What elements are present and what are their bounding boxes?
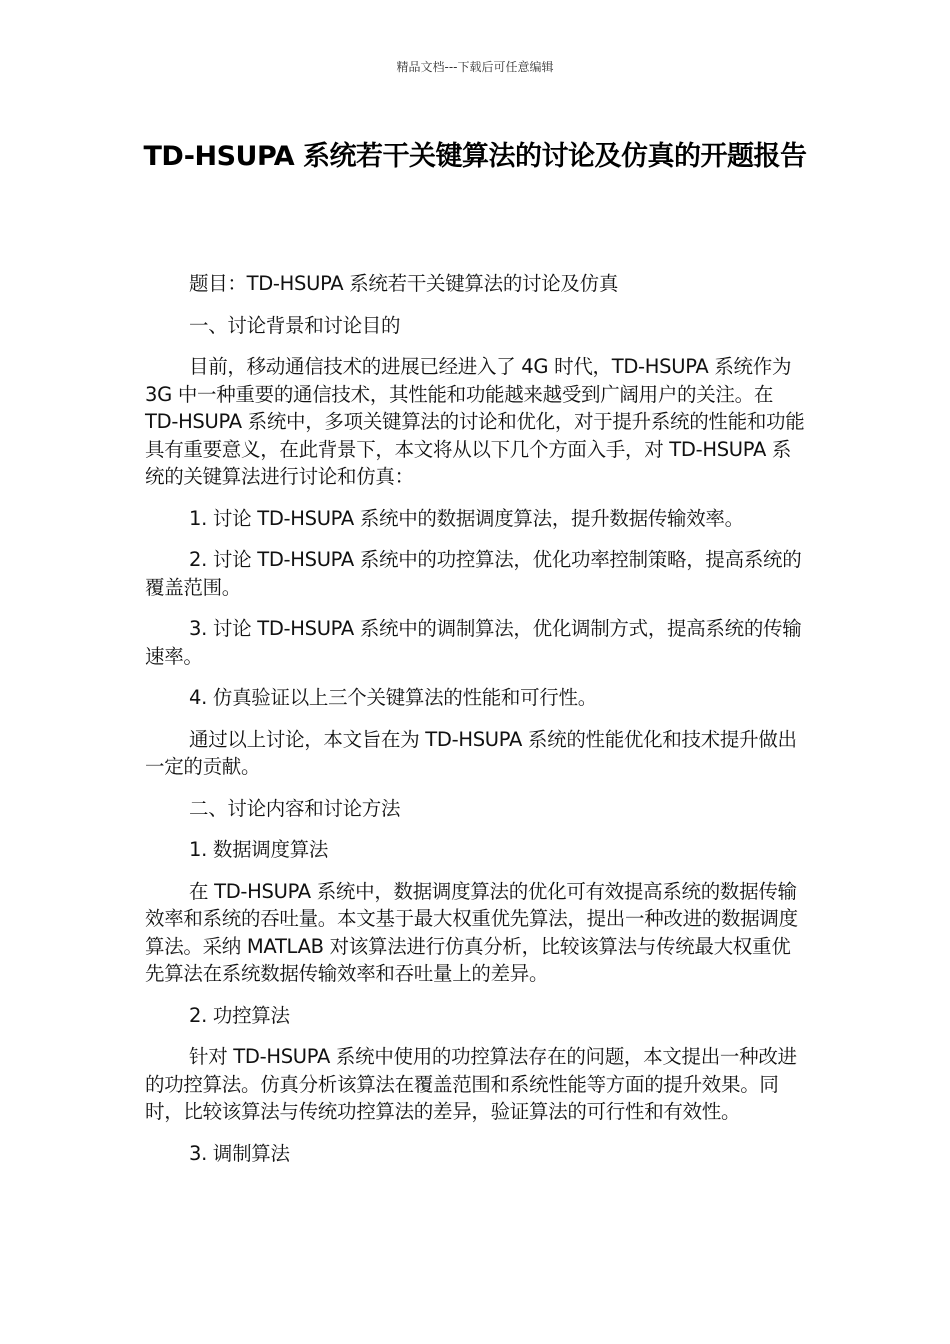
section-heading: 二、讨论内容和讨论方法 xyxy=(189,796,401,820)
subsection-heading: 1. 数据调度算法 xyxy=(189,838,329,861)
section-heading: 一、讨论背景和讨论目的 xyxy=(189,313,401,337)
list-item: 1. 讨论 TD-HSUPA 系统中的数据调度算法，提升数据传输效率。 xyxy=(189,506,744,530)
subsection-heading: 3. 调制算法 xyxy=(189,1141,290,1165)
list-item: 4. 仿真验证以上三个关键算法的性能和可行性。 xyxy=(189,686,597,709)
paragraph: 针对 TD-HSUPA 系统中使用的功控算法存在的问题，本文提出一种改进的功控算法。仿真分析该算法在覆盖范围和系统性能等方面的提升效果。同时，比较该算法与传统功控算法的差异，验证算法的可行性和有效性。 xyxy=(145,1045,797,1123)
paragraph: 在 TD-HSUPA 系统中，数据调度算法的优化可有效提高系统的数据传输效率和系统的吞吐量。本文基于最大权重优先算法，提出一种改进的数据调度算法。采纳 MATLAB 对该算法进行仿真分析，比较该算法与传统最大权重优先算法在系统数据传输效率和吞吐量上的差异。 xyxy=(145,879,798,985)
document-body xyxy=(145,270,805,1181)
paragraph-topic: 题目：TD-HSUPA 系统若干关键算法的讨论及仿真 xyxy=(189,272,619,295)
header-note: 精品文档---下载后可任意编辑 xyxy=(396,60,554,74)
paragraph: 通过以上讨论，本文旨在为 TD-HSUPA 系统的性能优化和技术提升做出一定的贡献。 xyxy=(145,727,797,778)
document-title: TD-HSUPA 系统若干关键算法的讨论及仿真的开题报告 xyxy=(143,141,807,172)
subsection-heading: 2. 功控算法 xyxy=(189,1003,290,1027)
list-item: 2. 讨论 TD-HSUPA 系统中的功控算法，优化功率控制策略，提高系统的覆盖范围。 xyxy=(145,548,802,599)
list-item: 3. 讨论 TD-HSUPA 系统中的调制算法，优化调制方式，提高系统的传输速率。 xyxy=(145,617,802,668)
paragraph: 目前，移动通信技术的进展已经进入了 4G 时代，TD-HSUPA 系统作为 3G 中一种重要的通信技术，其性能和功能越来越受到广阔用户的关注。在 TD-HSUPA 系统中，多项关键算法的讨论和优化，对于提升系统的性能和功能具有重要意义，在此背景下，本文将从以下几个方面入手，对 TD-HSUPA 系统的关键算法进行讨论和仿真： xyxy=(145,355,805,488)
